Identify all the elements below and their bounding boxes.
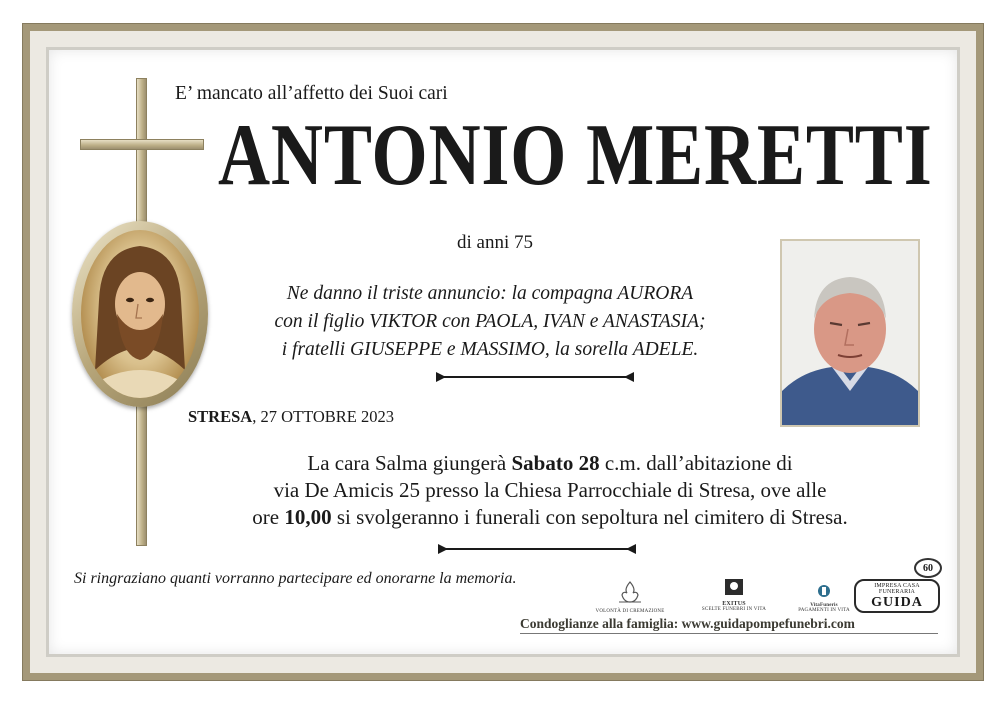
funeral-line-2: via De Amicis 25 presso la Chiesa Parrocchiale di Stresa, ove alle (273, 478, 827, 502)
place-date (188, 407, 394, 427)
deceased-portrait-icon (782, 241, 918, 425)
funeral-details (150, 450, 950, 531)
cross-horizontal-beam (80, 139, 204, 150)
pagamenti-logo (784, 584, 864, 613)
funeral-day: Sabato 28 (511, 451, 600, 475)
place-name: STRESA (188, 407, 253, 426)
funeral-text: La cara Salma giungerà (307, 451, 512, 475)
cremation-logo-icon (588, 580, 672, 609)
announcement-line: i fratelli GIUSEPPE e MASSIMO, la sorella ADELE. (281, 339, 699, 360)
age-text: di anni 75 (457, 232, 533, 253)
announcement-line: con il figlio VIKTOR con PAOLA, IVAN e ANASTASIA; (274, 311, 706, 332)
ornament-divider (442, 548, 632, 550)
funeral-text: si svolgeranno i funerali con sepoltura nel cimitero di Stresa. (331, 505, 848, 529)
exitus-logo-icon (694, 578, 774, 601)
logo-caption: PAGAMENTI IN VITA (798, 608, 850, 613)
funeral-text: ore (252, 505, 285, 529)
anniversary-badge: 60 (914, 558, 942, 578)
funeral-line-3 (150, 504, 950, 531)
deceased-name: ANTONIO MERETTI (218, 107, 933, 204)
announcement-line: Ne danno il triste annuncio: la compagna AURORA (286, 283, 694, 304)
condolences-underline (520, 633, 938, 634)
logo-brand: VitaFuneris (810, 603, 838, 608)
funeral-time: 10,00 (284, 505, 332, 529)
jesus-portrait-icon (81, 230, 199, 398)
funeral-line-1 (150, 450, 950, 477)
logo-caption: SCELTE FUNEBRI IN VITA (701, 607, 767, 612)
agency-subtitle: IMPRESA CASA FUNERARIA (874, 583, 920, 595)
deceased-photo (780, 239, 920, 427)
condolences-link[interactable]: Condoglianze alla famiglia: www.guidapompefunebri.com (520, 616, 855, 631)
announcement-block (210, 280, 770, 364)
cremation-logo (588, 580, 672, 614)
funeral-text: c.m. dall’abitazione di (599, 451, 793, 475)
exitus-logo (694, 578, 774, 612)
thanks-text: Si ringraziano quanti vorranno partecipare ed onorarne la memoria. (74, 570, 517, 587)
date-text: , 27 OTTOBRE 2023 (252, 407, 394, 426)
pagamenti-logo-icon (784, 584, 864, 603)
logo-brand: EXITUS (722, 601, 746, 607)
agency-logo (854, 579, 940, 613)
ornament-divider (440, 376, 630, 378)
intro-text: E’ mancato all’affetto dei Suoi cari (175, 83, 448, 104)
logo-caption: VOLONTÀ DI CREMAZIONE (595, 609, 665, 614)
agency-name: GUIDA (871, 595, 923, 610)
